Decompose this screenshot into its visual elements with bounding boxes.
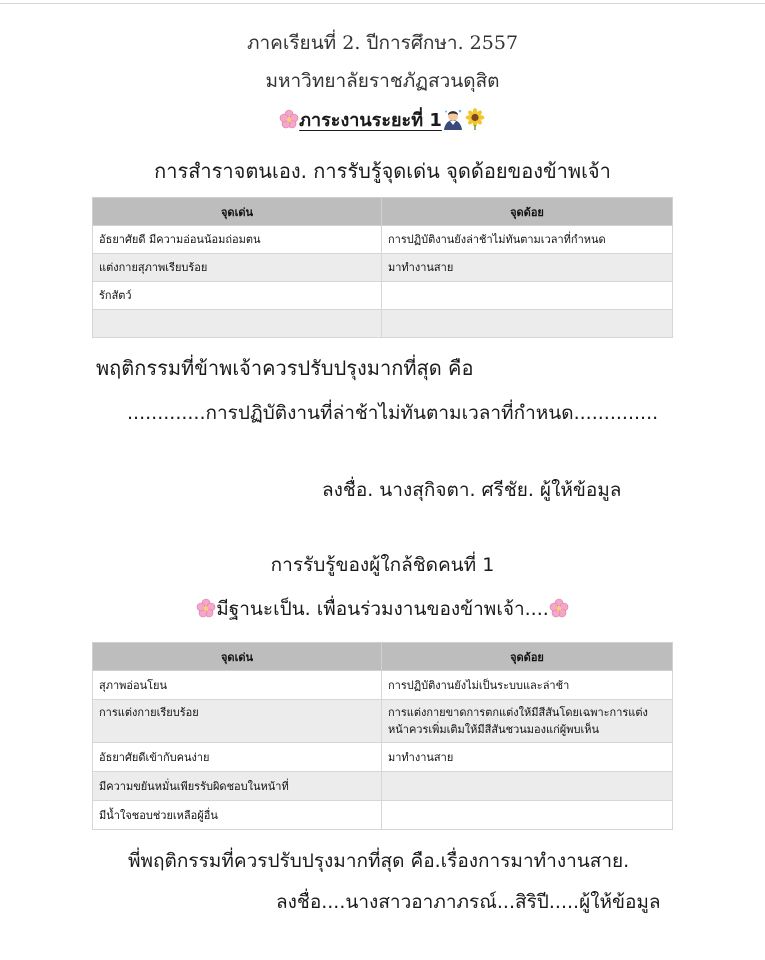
peer-relation-text: มีฐานะเป็น. เพื่อนร่วมงานของข้าพเจ้า.... [216, 598, 549, 620]
university-name: มหาวิทยาลัยราชภัฏสวนดุสิต [265, 70, 500, 92]
behavior-answer: .............การปฏิบัติงานที่ล่าช้าไม่ทันตามเวลาที่กำหนด.............. [127, 402, 659, 424]
self-assessment-heading: การสำราจตนเอง. การรับรู้จุดเด่น จุดด้อยของข้าพเจ้า [154, 159, 611, 183]
strength-cell: การแต่งกายเรียบร้อย [93, 700, 382, 743]
cherry-blossom-icon [196, 598, 216, 618]
strength-cell: แต่งกายสุภาพเรียบร้อย [93, 254, 382, 282]
term-line: ภาคเรียนที่ 2. ปีการศึกษา. 2557 [246, 32, 519, 54]
cherry-blossom-icon [279, 109, 299, 129]
strength-cell [93, 310, 382, 338]
weakness-cell: การแต่งกายขาดการตกแต่งให้มีสีสันโดยเฉพาะการแต่งหน้าควรเพิ่มเติมให้มีสีสันชวนมองแก่ผู้พบเห็น [382, 700, 673, 743]
column-header-weaknesses: จุดด้อย [382, 198, 673, 226]
self-strengths-weaknesses-table [92, 197, 673, 338]
table-row [93, 700, 673, 743]
table-row [93, 282, 673, 310]
strength-cell: สุภาพอ่อนโยน [93, 671, 382, 700]
weakness-cell: มาทำงานสาย [382, 743, 673, 772]
table-row [93, 254, 673, 282]
task-title-text: ภาระงานระยะที่ 1 [299, 110, 442, 131]
column-header-weaknesses: จุดด้อย [382, 643, 673, 671]
peer-strengths-weaknesses-table [92, 642, 673, 830]
table-row [93, 772, 673, 801]
weakness-cell [382, 310, 673, 338]
table-row [93, 801, 673, 830]
weakness-cell [382, 282, 673, 310]
table-row [93, 671, 673, 700]
top-divider [0, 3, 765, 4]
table-header-row [93, 198, 673, 226]
table-row [93, 310, 673, 338]
table-row [93, 226, 673, 254]
peer-relation [0, 594, 765, 624]
cherry-blossom-icon [549, 598, 569, 618]
column-header-strengths: จุดเด่น [93, 198, 382, 226]
task-title [0, 105, 765, 134]
weakness-cell: การปฏิบัติงานยังไม่เป็นระบบและล่าช้า [382, 671, 673, 700]
peer-assessment-heading: การรับรู้ของผู้ใกล้ชิดคนที่ 1 [270, 554, 495, 576]
table-row [93, 743, 673, 772]
peer-behavior-statement: พี่พฤติกรรมที่ควรปรับปรุงมากที่สุด คือ.เรื่องการมาทำงานสาย. [128, 850, 630, 872]
column-header-strengths: จุดเด่น [93, 643, 382, 671]
strength-cell: มีความขยันหมั่นเพียรรับผิดชอบในหน้าที่ [93, 772, 382, 801]
person-bowing-icon [442, 108, 464, 130]
weakness-cell [382, 801, 673, 830]
weakness-cell: การปฏิบัติงานยังล่าช้าไม่ทันตามเวลาที่กำหนด [382, 226, 673, 254]
strength-cell: รักสัตว์ [93, 282, 382, 310]
sunflower-icon [464, 108, 486, 130]
strength-cell: มีน้ำใจชอบช่วยเหลือผู้อื่น [93, 801, 382, 830]
behavior-label: พฤติกรรมที่ข้าพเจ้าควรปรับปรุงมากที่สุด คือ [96, 356, 474, 380]
weakness-cell: มาทำงานสาย [382, 254, 673, 282]
weakness-cell [382, 772, 673, 801]
peer-signature: ลงชื่อ....นางสาวอาภาภรณ์...สิริปี.....ผู้ให้ข้อมูล [276, 891, 661, 913]
strength-cell: อัธยาศัยดีเข้ากับคนง่าย [93, 743, 382, 772]
strength-cell: อัธยาศัยดี มีความอ่อนน้อมถ่อมตน [93, 226, 382, 254]
self-signature: ลงชื่อ. นางสุกิจตา. ศรีชัย. ผู้ให้ข้อมูล [322, 479, 622, 501]
table-header-row [93, 643, 673, 671]
